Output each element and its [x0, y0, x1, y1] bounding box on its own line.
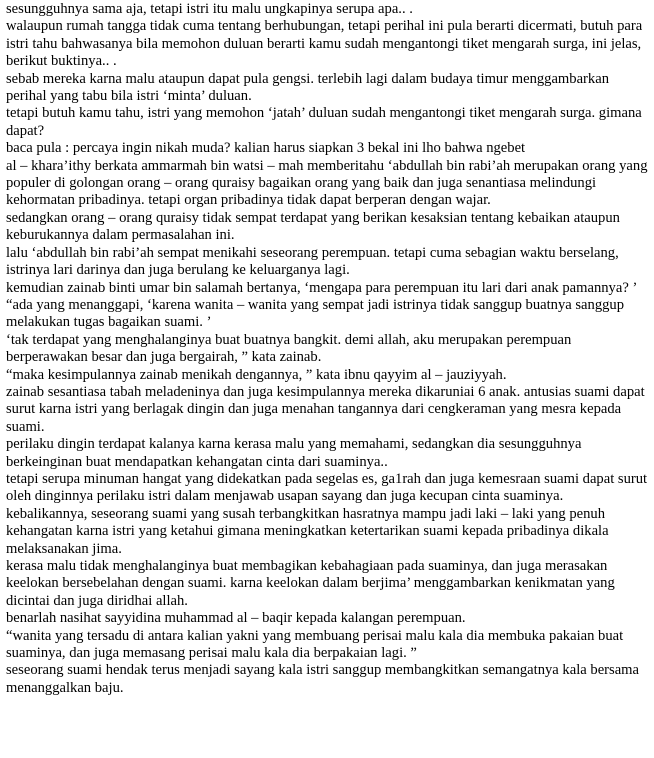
paragraph: kebalikannya, seseorang suami yang susah terbangkitkan hasratnya mampu jadi laki – laki yang penuh kehangatan karna istri yang ketahui gimana meningkatkan ketertarikan suami kepada pribadinya dikala melaksanakan jima. — [6, 505, 609, 557]
paragraph: “wanita yang tersadu di antara kalian yakni yang membuang perisai malu kala dia membuka pakaian buat suaminya, dan juga memasang perisai malu kala dia berpakaian lagi. ” — [6, 627, 624, 662]
paragraph: sebab mereka karna malu ataupun dapat pula gengsi. terlebih lagi dalam budaya timur menggambarkan perihal yang tabu bila istri ‘minta’ duluan. — [6, 70, 609, 105]
paragraph: baca pula : percaya ingin nikah muda? kalian harus siapkan 3 bekal ini lho bahwa ngebet — [6, 140, 526, 157]
paragraph: al – khara’ithy berkata ammarmah bin watsi – mah memberitahu ‘abdullah bin rabi’ah merupakan orang yang populer di golongan orang – orang quraisy bagaikan orang yang baik dan juga senantiasa melindungi kehormatan pribadinya. tetapi organ pribadinya tidak dapat berperan dengan wajar. — [6, 157, 648, 209]
paragraph: perilaku dingin terdapat kalanya karna kerasa malu yang memahami, sedangkan dia sesungguhnya berkeinginan buat mendapatkan kehangatan cinta dari suaminya.. — [6, 436, 582, 470]
paragraph: tetapi butuh kamu tahu, istri yang memohon ‘jatah’ duluan sudah mengantongi tiket mengarah surga. gimana dapat? — [6, 105, 642, 139]
paragraph: tetapi serupa minuman hangat yang didekatkan pada segelas es, ga1rah dan juga kemesraan suami dapat surut oleh dinginnya perilaku istri dalam menjawab usapan sayang dan juga kecupan cinta suaminya. — [6, 470, 648, 505]
paragraph: lalu ‘abdullah bin rabi’ah sempat menikahi seseorang perempuan. tetapi cuma sebagian waktu berselang, istrinya lari darinya dan juga berulang ke keluarganya lagi. — [6, 244, 619, 279]
paragraph: ‘tak terdapat yang menghalanginya buat buatnya bangkit. demi allah, aku merupakan perempuan berperawakan besar dan juga bergairah, ” kata zainab. — [6, 331, 572, 366]
paragraph: “maka kesimpulannya zainab menikah dengannya, ” kata ibnu qayyim al – jauziyyah. — [6, 366, 507, 383]
paragraph: benarlah nasihat sayyidina muhammad al – baqir kepada kalangan perempuan. — [6, 610, 466, 627]
paragraph: kerasa malu tidak menghalanginya buat membagikan kebahagiaan pada suaminya, dan juga merasakan keelokan bersebelahan dengan suami. karna keelokan dalam berjima’ menggambarkan kenikmatan yang dicintai dan juga diridhai allah. — [6, 558, 615, 609]
paragraph: kemudian zainab binti umar bin salamah bertanya, ‘mengapa para perempuan itu lari dari anak pamannya? ’ — [6, 279, 638, 296]
paragraph: walaupun rumah tangga tidak cuma tentang berhubungan, tetapi perihal ini pula berarti dicermati, butuh para istri tahu bahwasanya bila memohon duluan berarti kamu sudah mengantongi tiket mengarah surga, ini jelas, berikut buktinya.. . — [6, 18, 643, 70]
paragraph: seseorang suami hendak terus menjadi sayang kala istri sanggup membangkitkan semangatnya kala bersama menanggalkan baju. — [6, 662, 640, 696]
paragraph: “ada yang menanggapi, ‘karena wanita – wanita yang sempat jadi istrinya tidak sanggup buatnya sanggup melakukan tugas bagaikan suami. ’ — [6, 296, 625, 331]
paragraph: sedangkan orang – orang quraisy tidak sempat terdapat yang berikan kesaksian tentang kebaikan ataupun keburukannya dalam permasalahan ini. — [6, 209, 620, 244]
paragraph: sesungguhnya sama aja, tetapi istri itu malu ungkapinya serupa apa.. . — [6, 1, 413, 17]
paragraph: zainab sesantiasa tabah meladeninya dan juga kesimpulannya mereka dikaruniai 6 anak. antusias suami dapat surut karna istri yang berlagak dingin dan juga menahan tangannya dari cengkeraman yang mesra kepada suami. — [6, 383, 645, 435]
